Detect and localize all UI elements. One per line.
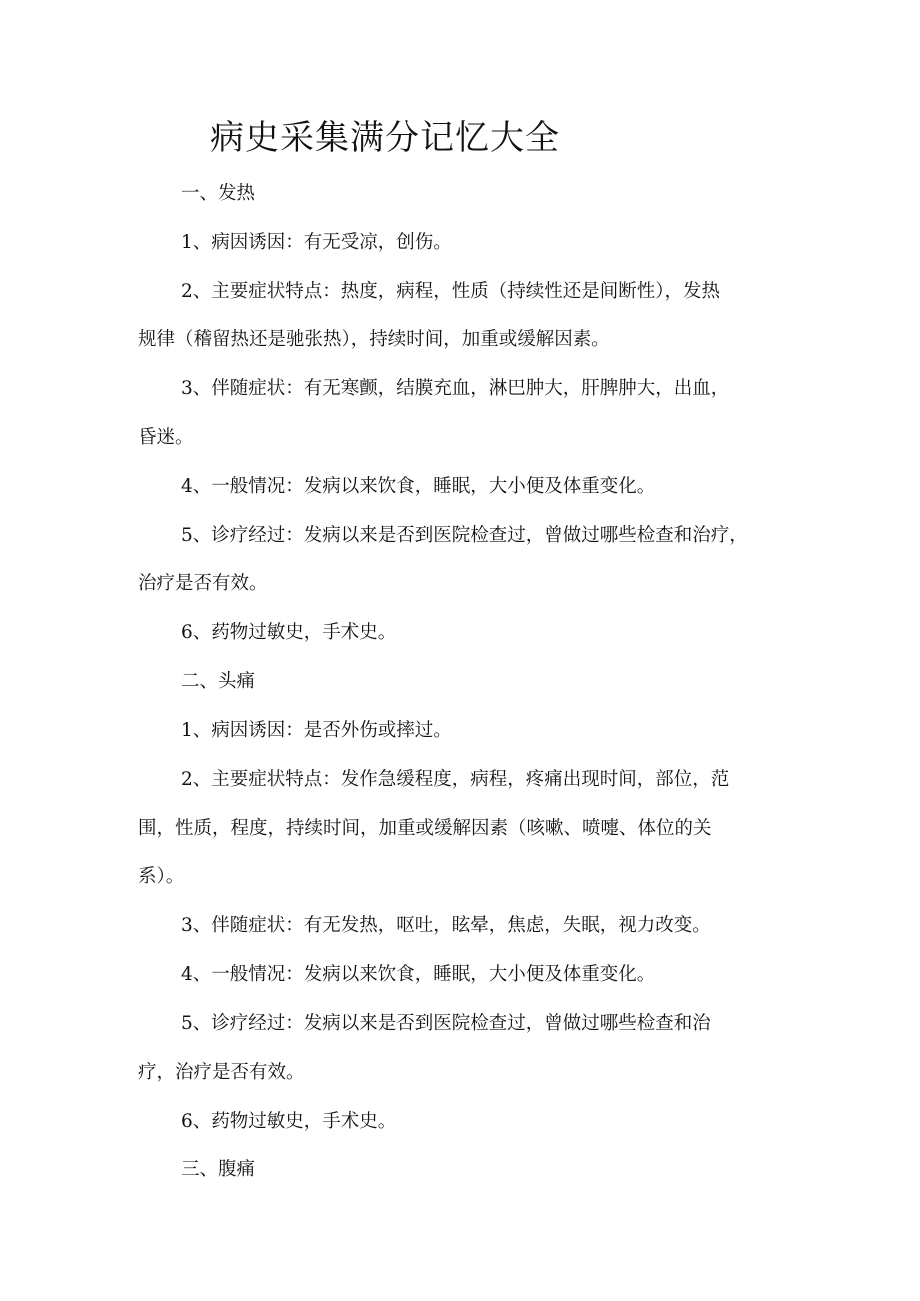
paragraph-line: 2、主要症状特点：发作急缓程度，病程，疼痛出现时间，部位，范 [181,769,730,790]
section-heading-headache: 二、头痛 [181,671,256,692]
paragraph-line: 3、伴随症状：有无发热，呕吐，眩晕，焦虑，失眠，视力改变。 [181,915,711,936]
paragraph-line: 3、伴随症状：有无寒颤，结膜充血，淋巴肿大，肝脾肿大，出血， [181,378,730,399]
paragraph-line: 昏迷。 [138,427,194,448]
paragraph-line: 规律（稽留热还是驰张热），持续时间，加重或缓解因素。 [138,329,610,350]
section-heading-abdominal-pain: 三、腹痛 [181,1159,256,1180]
paragraph-line: 4、一般情况：发病以来饮食，睡眠，大小便及体重变化。 [181,964,656,985]
document-title: 病史采集满分记忆大全 [210,118,560,158]
paragraph-line: 6、药物过敏史，手术史。 [181,1111,397,1132]
section-heading-fever: 一、发热 [181,183,256,204]
paragraph-line: 5、诊疗经过：发病以来是否到医院检查过，曾做过哪些检查和治 [181,1013,711,1034]
paragraph-line: 6、药物过敏史，手术史。 [181,622,397,643]
paragraph-line: 1、病因诱因：是否外伤或摔过。 [181,720,452,741]
paragraph-line: 2、主要症状特点：热度，病程，性质（持续性还是间断性），发热 [181,281,721,302]
paragraph-line: 5、诊疗经过：发病以来是否到医院检查过，曾做过哪些检查和治疗， [181,525,748,546]
paragraph-line: 疗，治疗是否有效。 [138,1062,305,1083]
paragraph-line: 治疗是否有效。 [138,573,268,594]
paragraph-line: 1、病因诱因：有无受凉，创伤。 [181,232,452,253]
paragraph-line: 围，性质，程度，持续时间，加重或缓解因素（咳嗽、喷嚏、体位的关 [138,818,712,839]
paragraph-line: 4、一般情况：发病以来饮食，睡眠，大小便及体重变化。 [181,476,656,497]
paragraph-line: 系）。 [138,866,185,887]
